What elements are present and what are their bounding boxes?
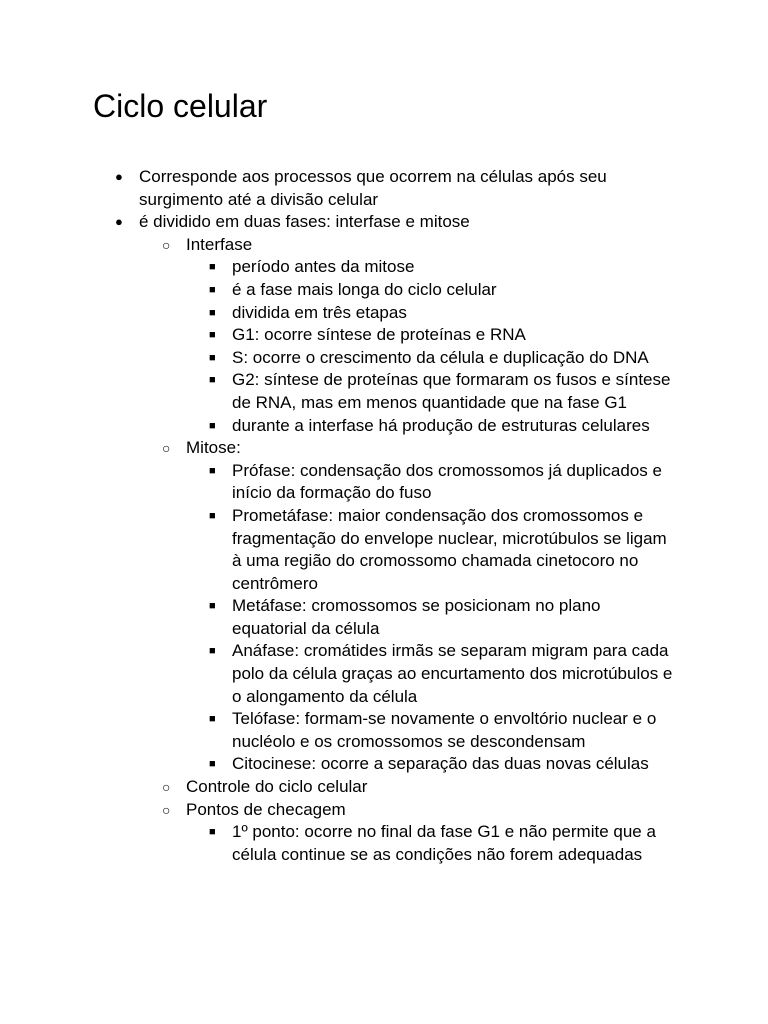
bullet-list-level-3 <box>186 821 686 866</box>
list-item <box>0 753 677 776</box>
bullet-square-icon: ■ <box>209 419 216 432</box>
list-item <box>0 302 677 325</box>
list-item-text: dividida em três etapas <box>232 302 407 322</box>
bullet-list-level-3 <box>186 256 686 437</box>
list-item <box>0 324 677 347</box>
list-item-text: S: ocorre o crescimento da célula e duplicação do DNA <box>232 347 649 367</box>
bullet-list-level-2 <box>139 234 673 867</box>
list-item-text: 1º ponto: ocorre no final da fase G1 e não permite que a célula continue se as condições não forem adequadas <box>232 822 656 864</box>
list-item-text: Prometáfase: maior condensação dos cromossomos e fragmentação do envelope nuclear, microtúbulos se ligam à uma região do cromossomo chamada cinetocoro no centrômero <box>232 505 667 593</box>
bullet-filled-circle-icon: ● <box>115 169 123 184</box>
list-item-text: Citocinese: ocorre a separação das duas novas células <box>232 754 649 774</box>
bullet-hollow-circle-icon: ○ <box>162 440 171 457</box>
list-item-text: durante a interfase há produção de estruturas celulares <box>232 415 650 435</box>
bullet-square-icon: ■ <box>209 306 216 319</box>
bullet-list-level-3 <box>186 460 686 776</box>
bullet-square-icon: ■ <box>209 329 216 342</box>
bullet-hollow-circle-icon: ○ <box>162 801 171 818</box>
list-item-text: Pontos de checagem <box>186 799 346 819</box>
list-item-text: G2: síntese de proteínas que formaram os fusos e síntese de RNA, mas em menos quantidade que na fase G1 <box>232 370 671 412</box>
list-item-text: Telófase: formam-se novamente o envoltório nuclear e o nucléolo e os cromossomos se descondensam <box>232 709 657 751</box>
list-item <box>0 505 677 595</box>
bullet-square-icon: ■ <box>209 464 216 477</box>
list-item-text: Interfase <box>186 234 253 254</box>
bullet-square-icon: ■ <box>209 826 216 839</box>
list-item <box>0 415 677 438</box>
list-item <box>0 640 677 708</box>
list-item-text: Prófase: condensação dos cromossomos já duplicados e início da formação do fuso <box>232 460 662 503</box>
list-item-text: Controle do ciclo celular <box>186 777 368 797</box>
list-item <box>0 279 677 302</box>
list-item <box>0 437 686 776</box>
list-item <box>0 595 677 640</box>
bullet-square-icon: ■ <box>209 283 216 296</box>
bullet-list-level-1 <box>0 166 768 866</box>
list-item-text: G1: ocorre síntese de proteínas e RNA <box>232 325 526 345</box>
list-item-text: Corresponde aos processos que ocorrem na células após seu surgimento até a divisão celular <box>139 167 607 209</box>
list-item-text: Anáfase: cromátides irmãs se separam migram para cada polo da célula graças ao encurtamento dos microtúbulos e o alongamento da célula <box>232 641 673 706</box>
bullet-filled-circle-icon: ● <box>115 214 123 230</box>
list-item <box>0 369 677 414</box>
bullet-square-icon: ■ <box>209 645 216 658</box>
list-item <box>0 234 686 437</box>
list-item <box>0 460 677 505</box>
list-item <box>0 347 677 370</box>
bullet-square-icon: ■ <box>209 351 216 364</box>
list-item-text: período antes da mitose <box>232 257 415 277</box>
bullet-square-icon: ■ <box>209 261 216 274</box>
list-item-text: Mitose: <box>186 438 241 458</box>
bullet-square-icon: ■ <box>209 758 216 771</box>
document-title: Ciclo celular <box>93 88 268 124</box>
bullet-hollow-circle-icon: ○ <box>162 779 171 796</box>
document-outline <box>0 166 768 866</box>
list-item <box>0 166 639 211</box>
list-item-text: é a fase mais longa do ciclo celular <box>232 279 497 299</box>
list-item-text: Metáfase: cromossomos se posicionam no plano equatorial da célula <box>232 596 601 638</box>
bullet-square-icon: ■ <box>209 509 216 522</box>
list-item-text: é dividido em duas fases: interfase e mitose <box>139 212 470 232</box>
list-item <box>0 256 677 279</box>
list-item <box>0 776 686 799</box>
list-item <box>0 821 677 866</box>
bullet-hollow-circle-icon: ○ <box>162 236 171 253</box>
list-item <box>0 708 677 753</box>
list-item <box>0 211 673 866</box>
bullet-square-icon: ■ <box>209 713 216 726</box>
bullet-square-icon: ■ <box>209 600 216 613</box>
list-item <box>0 799 686 867</box>
bullet-square-icon: ■ <box>209 374 216 387</box>
